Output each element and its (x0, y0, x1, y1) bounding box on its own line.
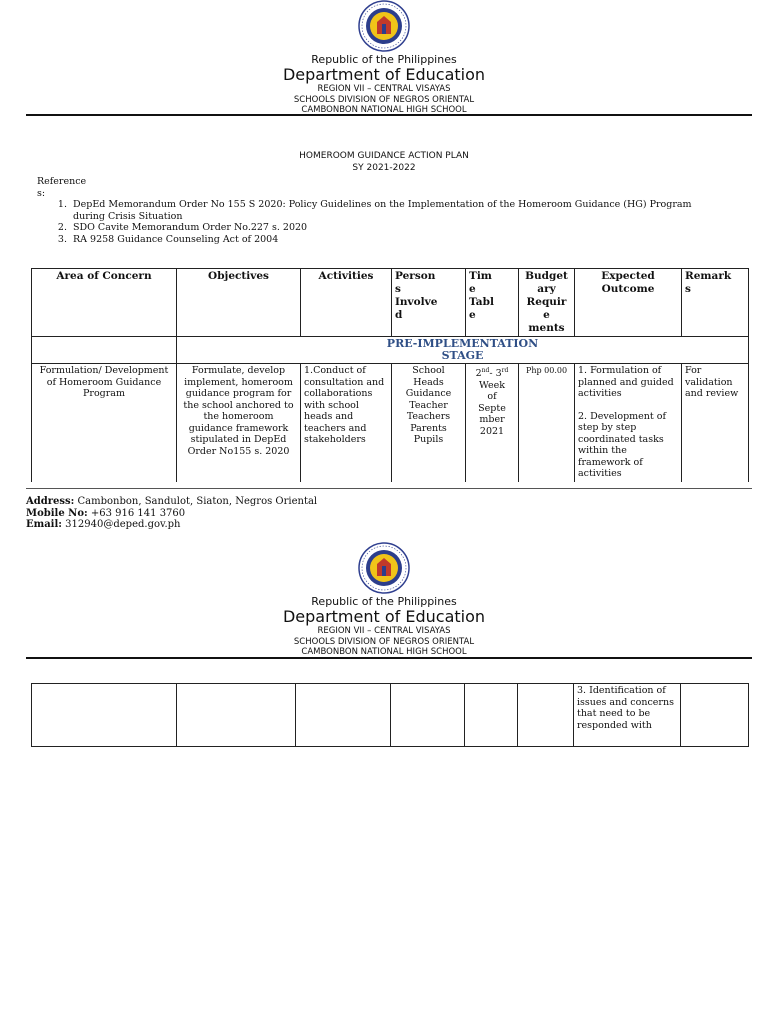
cell-expected-outcome (575, 364, 682, 482)
time-text: Week (479, 379, 505, 391)
email-value: 312940@deped.gov.ph (65, 519, 181, 530)
cell-area: Formulation/ Development of Homeroom Guidance Program (32, 364, 177, 482)
header-text: Requir (526, 296, 567, 308)
cell-objectives: Formulate, develop implement, homeroom guidance program for the school anchored to the homeroom guidance framework stipulated in DepEd Order No155 s. 2020 (177, 364, 301, 482)
department-title: Department of Education (282, 65, 486, 84)
table-row (32, 364, 749, 482)
plan-title: HOMEROOM GUIDANCE ACTION PLAN (299, 151, 469, 161)
school-line: CAMBONBON NATIONAL HIGH SCHOOL (301, 105, 467, 115)
header-remarks (682, 269, 749, 337)
header-text: ments (528, 322, 565, 334)
stage-label (177, 337, 749, 364)
header-text: Tabl (469, 296, 494, 308)
header-text: s (395, 283, 401, 295)
footer-divider (26, 488, 752, 489)
school-line: CAMBONBON NATIONAL HIGH SCHOOL (301, 647, 467, 657)
header-text: e (543, 309, 550, 321)
cell-budget (518, 684, 574, 747)
cell-time-table (466, 364, 519, 482)
header-text: s (685, 283, 691, 295)
header-text: e (469, 309, 476, 321)
cell-budget: Php 00.00 (519, 364, 575, 482)
references-label-cont: s: (37, 187, 46, 199)
header-text: Person (395, 270, 436, 282)
footer-address (26, 496, 317, 508)
header-text: Involve (395, 296, 438, 308)
stage-blank-cell (32, 337, 177, 364)
cell-remarks (681, 684, 749, 747)
cell-time-table (465, 684, 518, 747)
header-divider (26, 114, 752, 116)
time-text: mber (479, 414, 505, 426)
page-footer (26, 496, 317, 531)
action-plan-table-continued (31, 683, 749, 747)
references-list (37, 199, 717, 245)
division-line: SCHOOLS DIVISION OF NEGROS ORIENTAL (293, 636, 475, 647)
republic-line: Republic of the Philippines (311, 595, 457, 608)
cell-activities (296, 684, 391, 747)
address-label: Address: (26, 496, 75, 507)
header-text: d (395, 309, 403, 321)
header-persons-involved (392, 269, 466, 337)
person-item: Teacher (409, 399, 448, 411)
header-text: Tim (469, 270, 492, 282)
page2-header (0, 542, 768, 658)
time-text: of (487, 391, 497, 403)
time-range (469, 365, 515, 380)
stage-label-line: PRE-IMPLEMENTATION (386, 337, 539, 350)
deped-seal-icon (358, 0, 410, 52)
outcome-item: 2. Development of step by step coordinated tasks within the framework of activities (578, 410, 666, 479)
division-line: SCHOOLS DIVISION OF NEGROS ORIENTAL (293, 94, 475, 105)
header-text: e (469, 283, 476, 295)
person-item: Parents (410, 422, 447, 434)
department-title: Department of Education (282, 607, 486, 626)
header-time-table (466, 269, 519, 337)
cell-persons (392, 364, 466, 482)
region-line: REGION VII – CENTRAL VISAYAS (317, 84, 451, 94)
time-dash: - (489, 368, 496, 380)
cell-remarks: For validation and review (682, 364, 749, 482)
time-sup: nd (481, 367, 490, 374)
outcome-spacer (578, 400, 678, 411)
footer-mobile (26, 508, 317, 520)
footer-email (26, 519, 317, 531)
header-text: Remark (685, 270, 732, 282)
cell-persons (391, 684, 465, 747)
plan-title-block (0, 150, 768, 174)
email-label: Email: (26, 519, 62, 530)
references-label: Reference (37, 176, 87, 187)
reference-item: 3. RA 9258 Guidance Counseling Act of 2004 (70, 234, 717, 246)
person-item: Pupils (413, 434, 444, 445)
stage-label-line: STAGE (441, 349, 484, 362)
time-digit: 3 (495, 368, 502, 380)
school-year: SY 2021-2022 (352, 163, 416, 173)
time-text: 2021 (479, 425, 505, 437)
header-budgetary-requirements (519, 269, 575, 337)
mobile-label: Mobile No: (26, 507, 88, 519)
outcome-item: 1. Formulation of planned and guided activities (578, 365, 674, 399)
header-activities: Activities (301, 269, 392, 337)
header-divider (26, 657, 752, 659)
header-expected-outcome: Expected Outcome (575, 269, 682, 337)
cell-expected-outcome: 3. Identification of issues and concerns that need to be responded with (574, 684, 681, 747)
person-item: Guidance (405, 388, 452, 399)
republic-line: Republic of the Philippines (311, 53, 457, 66)
address-value: Cambonbon, Sandulot, Siaton, Negros Oriental (77, 496, 318, 507)
action-plan-table (31, 268, 749, 482)
reference-item: 2. SDO Cavite Memorandum Order No.227 s. 2020 (70, 222, 717, 234)
person-item: Heads (413, 376, 444, 388)
stage-row (32, 337, 749, 364)
header-text: Budget (525, 270, 568, 282)
time-text: Septe (478, 402, 506, 414)
reference-item: 1. DepEd Memorandum Order No 155 S 2020: Policy Guidelines on the Implementation of the Homeroom Guidance (HG) Program during Crisis Situation (70, 199, 717, 222)
header-area-of-concern: Area of Concern (32, 269, 177, 337)
header-objectives: Objectives (177, 269, 301, 337)
time-digit: 2 (475, 368, 482, 380)
person-item: Teachers (406, 411, 451, 422)
table-row (32, 684, 749, 747)
mobile-value: +63 916 141 3760 (90, 507, 186, 519)
time-sup: rd (501, 367, 509, 374)
region-line: REGION VII – CENTRAL VISAYAS (317, 626, 451, 636)
table-header-row (32, 269, 749, 337)
page1-header (0, 0, 768, 116)
cell-area (32, 684, 177, 747)
references-block (37, 176, 717, 245)
header-text: ary (537, 283, 556, 295)
cell-activities: 1.Conduct of consultation and collaborations with school heads and teachers and stakeholders (301, 364, 392, 482)
cell-objectives (177, 684, 296, 747)
deped-seal-icon (358, 542, 410, 594)
person-item: School (412, 365, 445, 376)
